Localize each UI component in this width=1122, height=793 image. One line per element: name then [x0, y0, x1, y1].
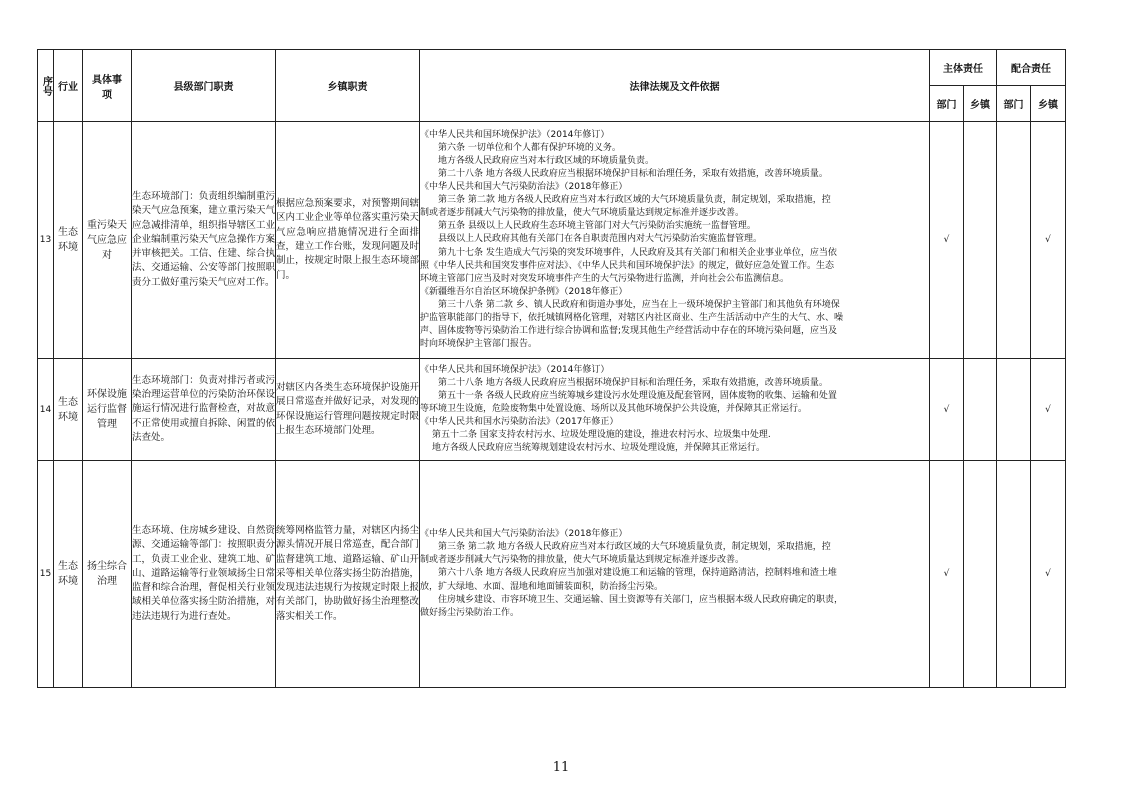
law-line: 声、固体废物等污染防治工作进行综合协调和监督;发现其他生产经营活动中存在的环境污染问题，应当及 — [420, 326, 838, 337]
row-item: 重污染天气应急应对 — [83, 122, 132, 359]
header-industry: 行业 — [54, 50, 83, 122]
law-line: 第三十八条 第二款 乡、镇人民政府和街道办事处，应当在上一级环境保护主管部门和其他负有环境保 — [438, 299, 840, 310]
main-dept-check: √ — [930, 461, 964, 688]
law-line: 照《中华人民共和国突发事件应对法》、《中华人民共和国环境保护法》的规定，做好应急处置工作。生态 — [420, 260, 835, 271]
header-main-town: 乡镇 — [964, 86, 997, 122]
law-line: 《中华人民共和国环境保护法》（2014年修订） — [420, 364, 610, 375]
main-town-check — [964, 359, 997, 461]
row-number: 15 — [38, 461, 54, 688]
row-number: 14 — [38, 359, 54, 461]
header-main-dept: 部门 — [930, 86, 964, 122]
law-line: 制或者逐步削减大气污染物的排放量，使大气环境质量达到规定标准并逐步改善。 — [420, 555, 745, 566]
header-item: 具体事项 — [83, 50, 132, 122]
law-line: 地方各级人民政府应当对本行政区域的环境质量负责。 — [438, 155, 655, 166]
header-coop-dept: 部门 — [997, 86, 1031, 122]
row-law-basis — [420, 461, 930, 688]
header-law: 法律法规及文件依据 — [420, 50, 930, 122]
table-row — [38, 122, 1066, 359]
row-law-basis — [420, 359, 930, 461]
law-line: 护监管职能部门的指导下，依托城镇网格化管理，对辖区内社区商业、生产生活活动中产生的大气、水、噪 — [420, 313, 844, 324]
law-line: 《新疆维吾尔自治区环境保护条例》（2018年修正） — [420, 286, 628, 297]
law-line: 《中华人民共和国环境保护法》（2014年修订） — [420, 129, 610, 140]
law-line: 时向环境保护主管部门报告。 — [420, 339, 538, 350]
law-line: 第九十七条 发生造成大气污染的突发环境事件，人民政府及其有关部门和相关企业事业单位，应当依 — [438, 247, 837, 258]
header-county-duty: 县级部门职责 — [132, 50, 276, 122]
main-town-check — [964, 461, 997, 688]
law-line: 地方各级人民政府应当统筹规划建设农村污水、垃圾处理设施，并保障其正常运行。 — [432, 443, 766, 454]
row-county-duty: 生态环境、住房城乡建设、自然资源、交通运输等部门：按照职责分工，负责工业企业、建筑工地、矿山、道路运输等行业领域扬尘日常监督和综合治理，督促相关行业领域相关单位落实扬尘防治措施，对违法违规行为进行查处。 — [132, 461, 276, 688]
row-industry: 生态环境 — [54, 122, 83, 359]
row-item: 环保设施运行监督管理 — [83, 359, 132, 461]
law-line: 放，扩大绿地、水面、湿地和地面铺装面积，防治扬尘污染。 — [420, 581, 664, 592]
row-law-basis — [420, 122, 930, 359]
header-town-duty: 乡镇职责 — [276, 50, 420, 122]
main-dept-check: √ — [930, 359, 964, 461]
row-industry: 生态环境 — [54, 359, 83, 461]
row-town-duty: 根据应急预案要求，对预警期间辖区内工业企业等单位落实重污染天气应急响应措施情况进行全面排查，建立工作台账，发现问题及时制止，按规定时限上报生态环境部门。 — [276, 122, 420, 359]
law-line: 第二十八条 地方各级人民政府应当根据环境保护目标和治理任务，采取有效措施，改善环境质量。 — [438, 168, 828, 179]
header-coop-resp: 配合责任 — [997, 50, 1066, 86]
law-line: 第三条 第二款 地方各级人民政府应当对本行政区域的大气环境质量负责，制定规划，采取措施，控 — [438, 542, 831, 553]
law-line: 《中华人民共和国大气污染防治法》（2018年修正） — [420, 182, 628, 193]
law-line: 做好扬尘污染防治工作。 — [420, 607, 520, 618]
law-line: 第二十八条 地方各级人民政府应当根据环境保护目标和治理任务，采取有效措施，改善环境质量。 — [438, 377, 828, 388]
page-number: 11 — [552, 760, 570, 775]
table-row — [38, 461, 1066, 688]
responsibility-table — [37, 49, 1066, 688]
law-line: 环境主管部门应当及时对突发环境事件产生的大气污染物进行监测，并向社会公布监测信息。 — [420, 273, 790, 284]
header-seq: 序号 — [38, 50, 54, 122]
row-number: 13 — [38, 122, 54, 359]
main-dept-check: √ — [930, 122, 964, 359]
coop-town-check: √ — [1031, 359, 1066, 461]
header-coop-town: 乡镇 — [1031, 86, 1066, 122]
law-line: 制或者逐步削减大气污染物的排放量，使大气环境质量达到规定标准并逐步改善。 — [420, 208, 745, 219]
law-line: 县级以上人民政府其他有关部门在各自职责范围内对大气污染防治实施监督管理。 — [438, 234, 763, 245]
law-line: 第六条 一切单位和个人都有保护环境的义务。 — [438, 142, 621, 153]
coop-town-check: √ — [1031, 122, 1066, 359]
law-line: 第三条 第二款 地方各级人民政府应当对本行政区域的大气环境质量负责，制定规划，采取措施，控 — [438, 195, 831, 206]
row-county-duty: 生态环境部门：负责组织编制重污染天气应急预案，建立重污染天气应急减排清单，组织指导辖区工业企业编制重污染天气应急操作方案并审核把关。工信、住建、综合执法、交通运输、公安等部门按照职责分工做好重污染天气应对工作。 — [132, 122, 276, 359]
coop-dept-check — [997, 359, 1031, 461]
row-industry: 生态环境 — [54, 461, 83, 688]
law-line: 第五十二条 国家支持农村污水、垃圾处理设施的建设，推进农村污水、垃圾集中处理. — [432, 430, 771, 441]
row-town-duty: 对辖区内各类生态环境保护设施开展日常巡查并做好记录，对发现的环保设施运行管理问题按规定时限上报生态环境部门处理。 — [276, 359, 420, 461]
law-line: 第五条 县级以上人民政府生态环境主管部门对大气污染防治实施统一监督管理。 — [438, 221, 756, 232]
row-county-duty: 生态环境部门：负责对排污者或污染治理运营单位的污染防治环保设施运行情况进行监督检查，对故意不正常使用或擅自拆除、闲置的依法查处。 — [132, 359, 276, 461]
coop-dept-check — [997, 461, 1031, 688]
coop-town-check: √ — [1031, 461, 1066, 688]
law-line: 第六十八条 地方各级人民政府应当加强对建设施工和运输的管理，保持道路清洁，控制料堆和渣土堆 — [438, 568, 837, 579]
law-line: 等环境卫生设施，危险废物集中处置设施、场所以及其他环境保护公共设施，并保障其正常运行。 — [420, 403, 808, 414]
main-town-check — [964, 122, 997, 359]
table-row — [38, 359, 1066, 461]
header-main-resp: 主体责任 — [930, 50, 997, 86]
row-town-duty: 统筹网格监管力量，对辖区内扬尘源头情况开展日常巡查，配合部门监督建筑工地、道路运输、矿山开采等相关单位落实扬尘防治措施，发现违法违规行为按规定时限上报有关部门，协助做好扬尘治理整改落实相关工作。 — [276, 461, 420, 688]
coop-dept-check — [997, 122, 1031, 359]
law-line: 《中华人民共和国大气污染防治法》（2018年修正） — [420, 529, 628, 540]
law-line: 《中华人民共和国水污染防治法》（2017年修正） — [420, 417, 619, 428]
law-line: 住房城乡建设、市容环境卫生、交通运输、国土资源等有关部门，应当根据本级人民政府确定的职责， — [438, 594, 844, 605]
law-line: 第五十一条 各级人民政府应当统筹城乡建设污水处理设施及配套管网，固体废物的收集、运输和处置 — [438, 390, 837, 401]
row-item: 扬尘综合治理 — [83, 461, 132, 688]
